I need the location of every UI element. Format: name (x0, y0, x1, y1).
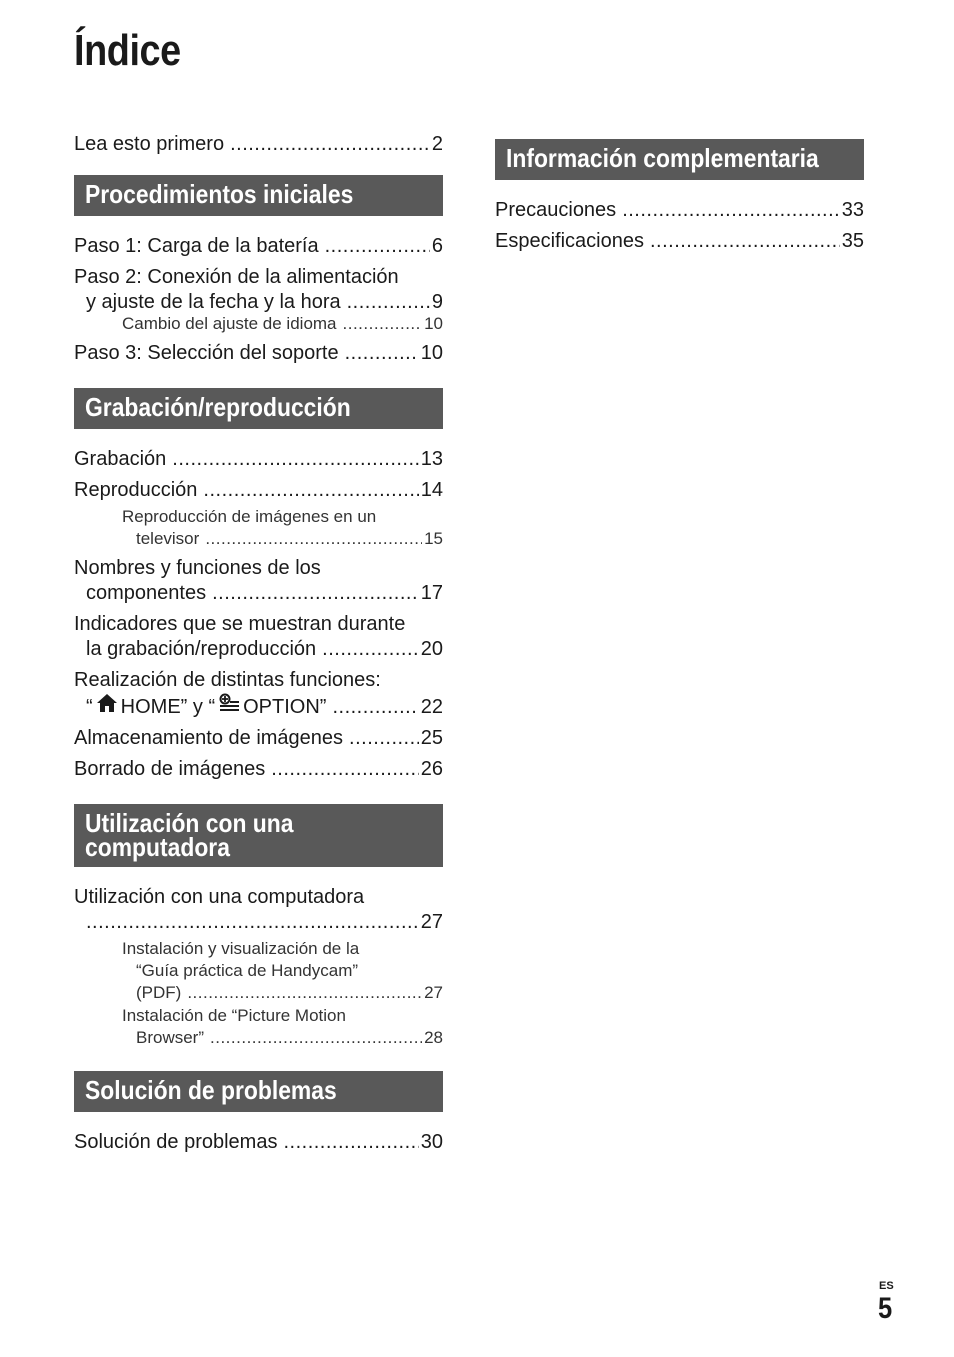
subentry-label: Instalación y visualización de la (122, 939, 360, 958)
toc-entry[interactable] (74, 556, 443, 606)
toc-left-column (74, 132, 443, 1161)
entry-page: 22 (420, 696, 443, 718)
toc-entry-lea-esto-primero[interactable] (74, 132, 443, 157)
option-label: OPTION” (243, 696, 327, 718)
toc-entry-functions[interactable] (74, 668, 443, 720)
entry-label: Almacenamiento de imágenes (74, 727, 344, 749)
entry-label: Grabación (74, 448, 167, 470)
home-label: HOME” y “ (120, 696, 216, 718)
subentry-label: Reproducción de imágenes en un (122, 507, 377, 526)
subentry-page: 27 (424, 983, 443, 1002)
open-quote: “ (86, 696, 93, 718)
subentry-label: Cambio del ajuste de idioma (122, 314, 337, 333)
entry-label: Lea esto primero (74, 133, 225, 155)
subentry-page: 15 (424, 529, 443, 548)
toc-entry[interactable] (74, 478, 443, 503)
entry-label: Paso 2: Conexión de la alimentación (74, 266, 399, 288)
entry-page: 35 (841, 230, 864, 252)
toc-subentry[interactable] (74, 313, 443, 335)
toc-entry[interactable] (74, 234, 443, 259)
entry-page: 25 (420, 727, 443, 749)
toc-subentry[interactable] (74, 938, 443, 1004)
entry-label: Paso 1: Carga de la batería (74, 235, 319, 257)
subentry-page: 28 (424, 1028, 443, 1047)
entry-page: 26 (420, 758, 443, 780)
entry-page: 10 (420, 342, 443, 364)
entry-label: Realización de distintas funciones: (74, 669, 381, 691)
home-icon (96, 693, 118, 713)
section-header-computadora: Utilización con una computadora (74, 804, 443, 867)
toc-entry[interactable] (74, 757, 443, 782)
entry-page: 9 (431, 291, 443, 313)
entry-label: Solución de problemas (74, 1131, 278, 1153)
entry-page: 2 (431, 133, 443, 155)
toc-entry[interactable] (74, 885, 443, 935)
toc-entry[interactable] (74, 726, 443, 751)
toc-entry[interactable] (74, 447, 443, 472)
entry-page: 13 (420, 448, 443, 470)
toc-subentry[interactable] (74, 1005, 443, 1049)
toc-subentry[interactable] (74, 506, 443, 550)
entry-label: Precauciones (495, 199, 617, 221)
page-title: Índice (74, 26, 181, 75)
toc-entry[interactable] (495, 229, 864, 254)
entry-page: 27 (420, 911, 443, 933)
toc-entry[interactable] (74, 1130, 443, 1155)
entry-page: 33 (841, 199, 864, 221)
entry-label-cont: componentes (86, 582, 207, 604)
subentry-label-cont: Browser” (136, 1028, 205, 1047)
subentry-label-cont: “Guía práctica de Handycam” (136, 961, 359, 980)
entry-page: 30 (420, 1131, 443, 1153)
section-header-informacion: Información complementaria (495, 139, 864, 180)
toc-entry[interactable] (74, 341, 443, 366)
toc-entry[interactable] (74, 612, 443, 662)
subentry-page: 10 (424, 314, 443, 333)
entry-page: 20 (420, 638, 443, 660)
entry-label: Especificaciones (495, 230, 644, 252)
entry-page: 14 (420, 479, 443, 501)
entry-label: Reproducción (74, 479, 198, 501)
toc-entry[interactable] (74, 265, 443, 315)
language-code: ES (879, 1280, 894, 1292)
option-icon (218, 693, 240, 713)
entry-label: Borrado de imágenes (74, 758, 266, 780)
toc-right-column (495, 139, 864, 260)
entry-label: Paso 3: Selección del soporte (74, 342, 339, 364)
entry-page: 17 (420, 582, 443, 604)
entry-label-cont: la grabación/reproducción (86, 638, 317, 660)
subentry-label-cont: televisor (136, 529, 200, 548)
section-header-solucion: Solución de problemas (74, 1071, 443, 1112)
entry-label: Nombres y funciones de los (74, 557, 321, 579)
entry-page: 6 (431, 235, 443, 257)
page-number: 5 (878, 1292, 893, 1325)
toc-entry[interactable] (495, 198, 864, 223)
subentry-label: Instalación de “Picture Motion (122, 1006, 346, 1025)
entry-label-cont: y ajuste de la fecha y la hora (86, 291, 341, 313)
subentry-label-cont: (PDF) (136, 983, 182, 1002)
entry-label: Utilización con una computadora (74, 886, 365, 908)
section-header-procedimientos: Procedimientos iniciales (74, 175, 443, 216)
entry-label: Indicadores que se muestran durante (74, 613, 406, 635)
section-header-grabacion: Grabación/reproducción (74, 388, 443, 429)
